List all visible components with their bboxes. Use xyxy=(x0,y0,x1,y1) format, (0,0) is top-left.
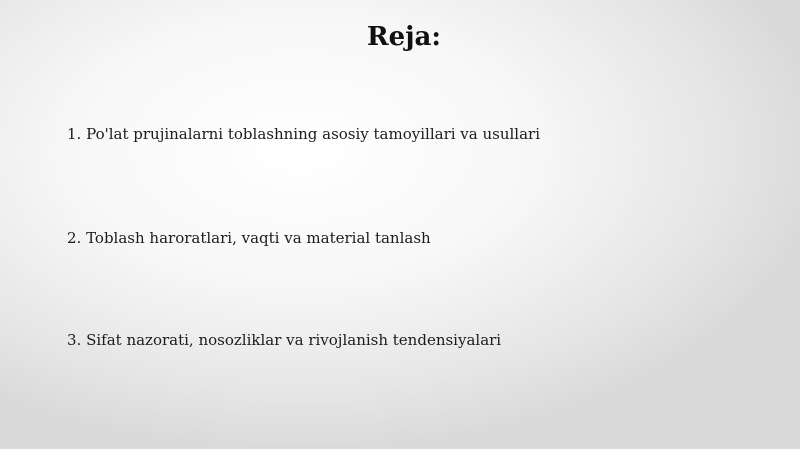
slide-title: Reja: xyxy=(366,22,441,52)
plan-item-1: 1. Po'lat prujinalarni toblashning asosiy tamoyillari va usullari xyxy=(67,125,541,143)
plan-item-3: 3. Sifat nazorati, nosozliklar va rivojlanish tendensiyalari xyxy=(67,331,502,349)
plan-item-2: 2. Toblash haroratlari, vaqti va material tanlash xyxy=(67,229,431,247)
